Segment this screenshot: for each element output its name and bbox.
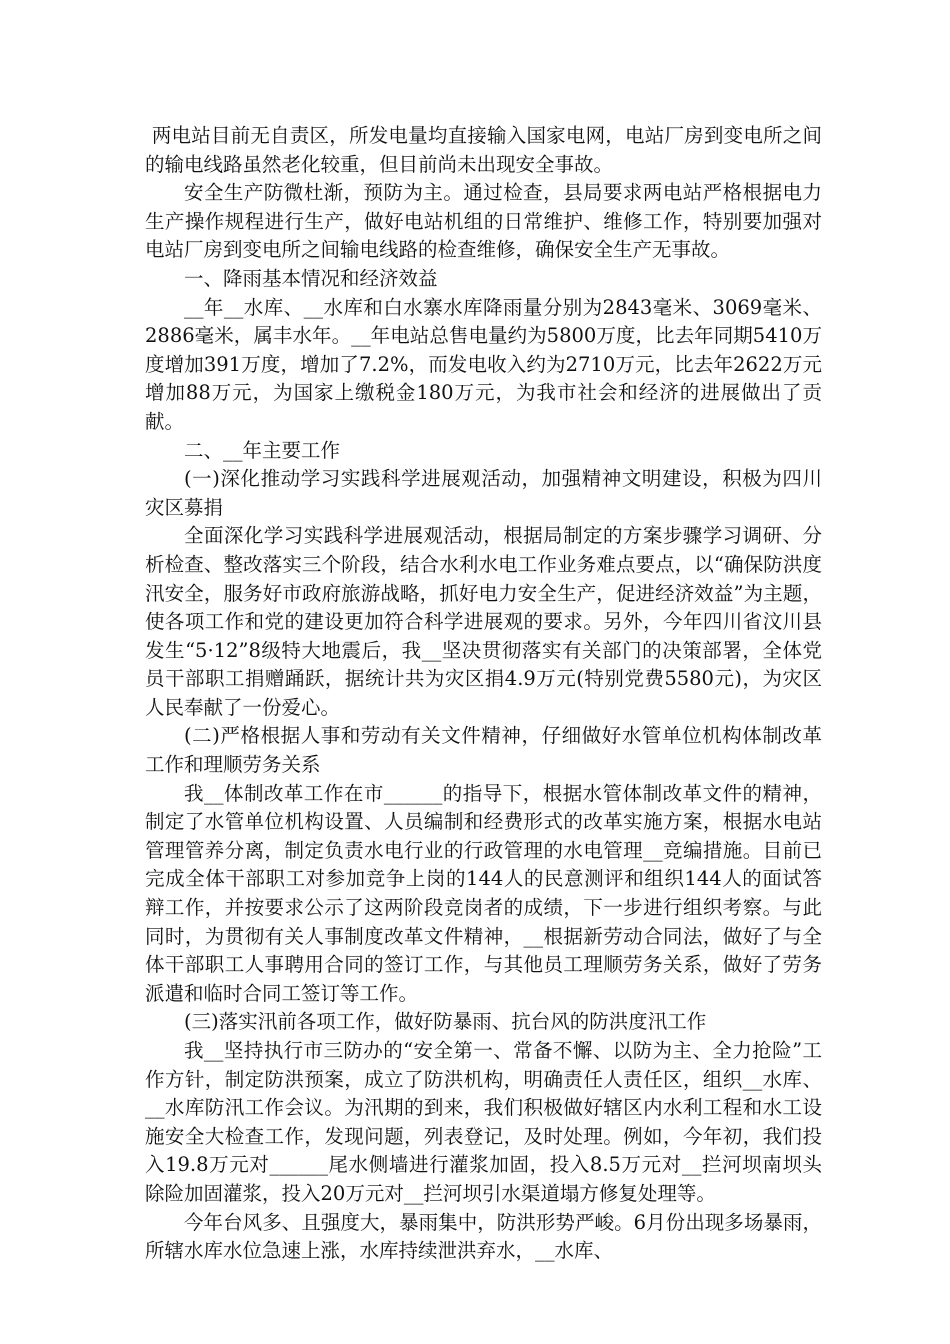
paragraph-safety-production: 安全生产防微杜渐，预防为主。通过检查，县局要求两电站严格根据电力生产操作规程进行生产，做好电站机组的日常维护、维修工作，特别要加强对电站厂房到变电所之间输电线路的检查维修，确保安全生产无事故。 bbox=[145, 181, 822, 262]
paragraph-personnel-reform: 我__体制改革工作在市______的指导下，根据水管体制改革文件的精神，制定了水管单位机构设置、人员编制和经费形式的改革实施方案，根据水电站管理管养分离，制定负责水电行业的行政管理的水电管理__竞编措施。目前已完成全体干部职工对参加竞争上岗的144人的民意测评和组织144人的面试答辩工作，并按要求公示了这两阶段竞岗者的成绩，下一步进行组织考察。与此同时，为贯彻有关人事制度改革文件精神，__根据新劳动合同法，做好了与全体干部职工人事聘用合同的签订工作，与其他员工理顺劳务关系，做好了劳务派遣和临时合同工签订等工作。 bbox=[145, 781, 822, 1005]
section-heading-rainfall: 一、降雨基本情况和经济效益 bbox=[184, 266, 438, 290]
document-body bbox=[145, 122, 822, 1266]
paragraph-rainfall-benefits: __年__水库、__水库和白水寨水库降雨量分别为2843毫米、3069毫米、2886毫米，属丰水年。__年电站总售电量约为5800万度，比去年同期5410万度增加391万度，增加了7.2%，而发电收入约为2710万元，比去年2622万元增加88万元，为国家上缴税金180万元，为我市社会和经济的进展做出了贡献。 bbox=[145, 295, 822, 433]
section-heading-main-work: 二、__年主要工作 bbox=[184, 438, 341, 462]
subheading-flood-prevention: (三)落实汛前各项工作，做好防暴雨、抗台风的防洪度汛工作 bbox=[184, 1010, 707, 1034]
subheading-personnel-reform: (二)严格根据人事和劳动有关文件精神，仔细做好水管单位机构体制改革工作和理顺劳务关系 bbox=[145, 724, 822, 777]
paragraph-typhoon-season: 今年台风多、且强度大，暴雨集中，防洪形势严峻。6月份出现多场暴雨，所辖水库水位急速上涨，水库持续泄洪弃水，__水库、 bbox=[145, 1210, 822, 1263]
paragraph-flood-prevention: 我__坚持执行市三防办的“安全第一、常备不懈、以防为主、全力抢险”工作方针，制定防洪预案，成立了防洪机构，明确责任人责任区，组织__水库、__水库防汛工作会议。为汛期的到来，我们积极做好辖区内水利工程和水工设施安全大检查工作，发现问题，列表登记，及时处理。例如，今年初，我们投入19.8万元对______尾水侧墙进行灌浆加固，投入8.5万元对__拦河坝南坝头除险加固灌浆，投入20万元对__拦河坝引水渠道塌方修复处理等。 bbox=[145, 1039, 822, 1205]
subheading-study-practice: (一)深化推动学习实践科学进展观活动，加强精神文明建设，积极为四川灾区募捐 bbox=[145, 467, 822, 519]
paragraph-study-practice: 全面深化学习实践科学进展观活动，根据局制定的方案步骤学习调研、分析检查、整改落实三个阶段，结合水利水电工作业务难点要点，以“确保防洪度汛安全，服务好市政府旅游战略，抓好电力安全生产，促进经济效益”为主题，使各项工作和党的建设更加符合科学进展观的要求。另外，今年四川省汶川县发生“5·12”8级特大地震后，我__坚决贯彻落实有关部门的决策部署，全体党员干部职工捐赠踊跃，据统计共为灾区捐4.9万元(特别党费5580元)，为灾区人民奉献了一份爱心。 bbox=[145, 524, 822, 719]
paragraph-power-station-status: 两电站目前无自责区，所发电量均直接输入国家电网，电站厂房到变电所之间的输电线路虽然老化较重，但目前尚未出现安全事故。 bbox=[145, 124, 822, 176]
